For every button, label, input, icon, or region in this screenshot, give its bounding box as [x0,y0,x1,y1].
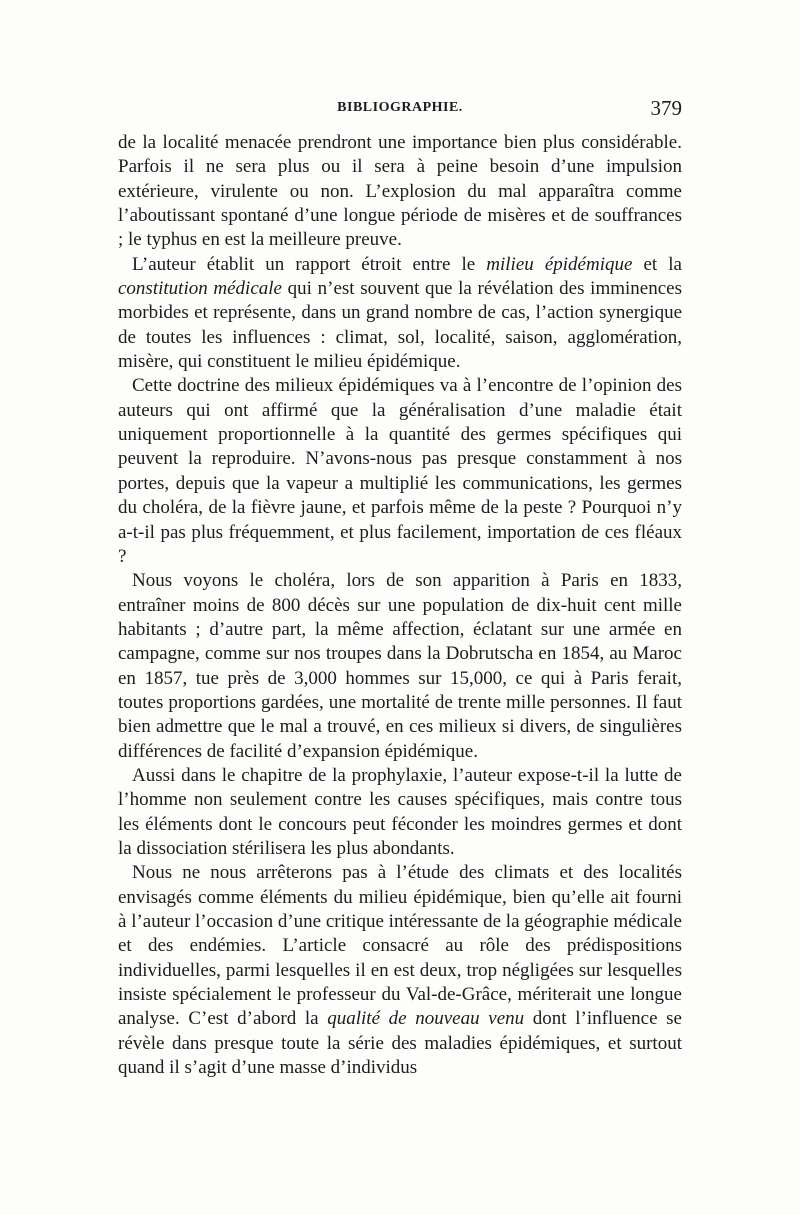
paragraph-6 [118,861,682,1080]
body-text [118,131,682,1080]
running-title: BIBLIOGRAPHIE. [337,100,463,115]
paragraph-text: Nous ne nous arrêterons pas à l’étude des climats et des localités envisagés comme éléments du milieu épidémique, bien qu’elle ait fourni à l’auteur l’occasion d’une critique intéressante de la géographie médicale et des endémies. L’article consacré au rôle des prédispositions individuelles, parmi lesquelles il en est deux, trop négligées sur lesquelles insiste spécialement le professeur du Val-de-Grâce, mériterait une longue analyse. C’est d’abord la [118,862,682,1030]
paragraph-4 [118,569,682,764]
paragraph-3 [118,374,682,569]
paragraph-text: qui n’est souvent que la révélation des imminences morbides et représente, dans un grand nombre de cas, l’action synergique de toutes les influences : climat, sol, localité, saison, agglomération, misère, qui constituent le milieu épidémique. [118,278,682,373]
paragraph-2 [118,253,682,375]
page-number: 379 [650,96,682,120]
running-header [118,96,682,124]
paragraph-text: et la [632,253,682,275]
paragraph-text: de la localité menacée prendront une importance bien plus considérable. Parfois il ne sera plus ou il sera à peine besoin d’une impulsion extérieure, virulente ou non. L’explosion du mal apparaîtra comme l’aboutissant spontané d’une longue période de misères et de souffrances ; le typhus en est la meilleure preuve. [118,132,682,251]
paragraph-text: L’auteur établit un rapport étroit entre le [132,253,487,275]
paragraph-text: Cette doctrine des milieux épidémiques va à l’encontre de l’opinion des auteurs qui ont affirmé que la généralisation d’une maladie était uniquement proportionnelle à la quantité des germes spécifiques qui peuvent la reproduire. N’avons-nous pas presque constamment à nos portes, depuis que la vapeur a multiplié les communications, les germes du choléra, de la fièvre jaune, et parfois même de la peste ? Pourquoi n’y a-t-il pas plus fréquemment, et plus facilement, importation de ces fléaux ? [118,375,682,567]
paragraph-1 [118,131,682,253]
italic-term-constitution-medicale: constitution médicale [118,278,282,300]
paragraph-5 [118,764,682,861]
paragraph-text: dont l’influence se révèle dans presque toute la série des maladies épidémiques, et surtout quand il s’agit d’une masse d’individus [118,1008,682,1079]
paragraph-text: Nous voyons le choléra, lors de son apparition à Paris en 1833, entraîner moins de 800 décès sur une population de dix-huit cent mille habitants ; d’autre part, la même affection, éclatant sur une armée en campagne, comme sur nos troupes dans la Dobrutscha en 1854, au Maroc en 1857, tue près de 3,000 hommes sur 15,000, ce qui à Paris ferait, toutes proportions gardées, une mortalité de trente mille personnes. Il faut bien admettre que le mal a trouvé, en ces milieux si divers, de singulières différences de facilité d’expansion épidémique. [118,570,682,762]
italic-term-qualite-de-nouveau-venu: qualité de nouveau venu [327,1008,525,1030]
paragraph-text: Aussi dans le chapitre de la prophylaxie, l’auteur expose-t-il la lutte de l’homme non seulement contre les causes spécifiques, mais contre tous les éléments dont le concours peut féconder les moindres germes et dont la dissociation stérilisera les plus abondants. [118,764,682,859]
italic-term-milieu-epidemique: milieu épidémique [486,253,633,275]
